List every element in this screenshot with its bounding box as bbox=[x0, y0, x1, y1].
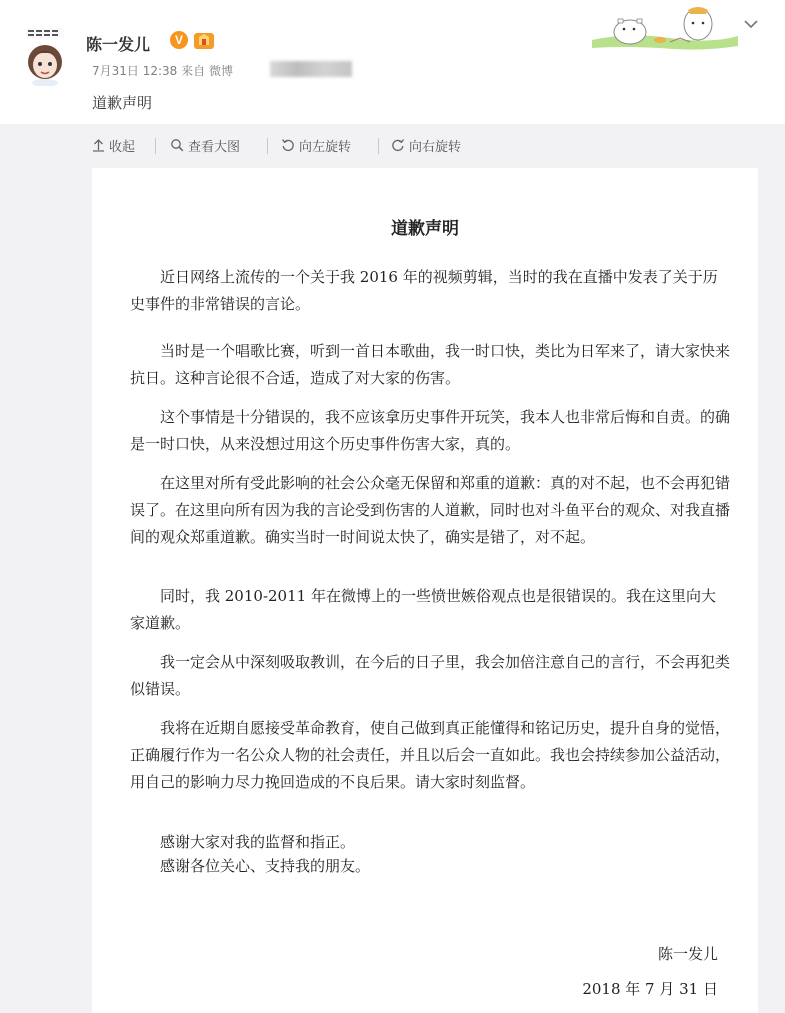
toolbar-divider bbox=[155, 138, 156, 154]
statement-image[interactable] bbox=[92, 168, 758, 1013]
statement-paragraph: 我将在近期自愿接受革命教育，使自己做到真正能懂得和铭记历史，提升自身的觉悟，正确履行作为一名公众人物的社会责任，并且以后会一直如此。我也会持续参加公益活动，用自己的影响力尽力挽回造成的不良后果。请大家时刻监督。 bbox=[130, 719, 731, 791]
image-toolbar bbox=[0, 124, 785, 168]
source-prefix: 来自 bbox=[181, 64, 206, 78]
statement-paragraph: 我一定会从中深刻吸取教训，在今后的日子里，我会加倍注意自己的言行，不会再犯类似错误。 bbox=[130, 653, 731, 698]
magnifier-icon bbox=[170, 138, 184, 152]
post-timestamp[interactable]: 7月31日 12:38 bbox=[92, 64, 178, 78]
toolbar-divider bbox=[267, 138, 268, 154]
statement-paragraph: 当时是一个唱歌比赛，听到一首日本歌曲，我一时口快，类比为日军来了，请大家快来抗日。这种言论很不合适，造成了对大家的伤害。 bbox=[130, 342, 731, 387]
post-header bbox=[0, 0, 785, 124]
signature: 陈一发儿 bbox=[657, 945, 718, 963]
rotate-left-button[interactable] bbox=[281, 136, 351, 154]
verified-badge-icon: V bbox=[170, 31, 188, 49]
post-meta bbox=[92, 62, 233, 79]
author-name[interactable]: 陈一发儿 bbox=[86, 35, 151, 54]
statement-paragraph: 同时，我 2010-2011 年在微博上的一些愤世嫉俗观点也是很错误的。我在这里向大家道歉。 bbox=[130, 587, 716, 632]
chevron-down-icon[interactable] bbox=[742, 16, 760, 32]
rotate-right-button[interactable] bbox=[391, 136, 461, 154]
source-app[interactable]: 微博 bbox=[208, 64, 233, 78]
statement-date: 2018 年 7 月 31 日 bbox=[582, 980, 718, 998]
arrow-up-icon bbox=[92, 138, 105, 152]
statement-paragraph: 这个事情是十分错误的，我不应该拿历史事件开玩笑，我本人也非常后悔和自责。的确是一时口快，从来没想过用这个历史事件伤害大家，真的。 bbox=[130, 408, 731, 453]
cartoon-decoration bbox=[590, 2, 740, 52]
closing-line: 感谢各位关心、支持我的朋友。 bbox=[160, 857, 371, 875]
avatar[interactable] bbox=[22, 26, 68, 86]
medal-icon bbox=[193, 31, 215, 51]
rotate-left-icon bbox=[281, 138, 295, 152]
statement-paragraph: 在这里对所有受此影响的社会公众毫无保留和郑重的道歉：真的对不起，也不会再犯错误了。在这里向所有因为我的言论受到伤害的人道歉，同时也对斗鱼平台的观众、对我直播间的观众郑重道歉。确实当时一时间说太快了，确实是错了，对不起。 bbox=[130, 474, 731, 546]
statement-title: 道歉声明 bbox=[391, 219, 459, 239]
view-large-button[interactable] bbox=[170, 136, 240, 154]
closing-line: 感谢大家对我的监督和指正。 bbox=[160, 833, 356, 851]
toolbar-divider bbox=[378, 138, 379, 154]
statement-paragraph: 近日网络上流传的一个关于我 2016 年的视频剪辑，当时的我在直播中发表了关于历史事件的非常错误的言论。 bbox=[130, 268, 718, 313]
redacted-source bbox=[270, 61, 352, 77]
collapse-button[interactable] bbox=[92, 136, 135, 154]
rotate-left-label: 向左旋转 bbox=[299, 139, 352, 155]
rotate-right-icon bbox=[391, 138, 405, 152]
collapse-label: 收起 bbox=[109, 139, 136, 155]
post-text: 道歉声明 bbox=[92, 94, 153, 112]
view-large-label: 查看大图 bbox=[188, 139, 241, 155]
rotate-right-label: 向右旋转 bbox=[409, 139, 462, 155]
